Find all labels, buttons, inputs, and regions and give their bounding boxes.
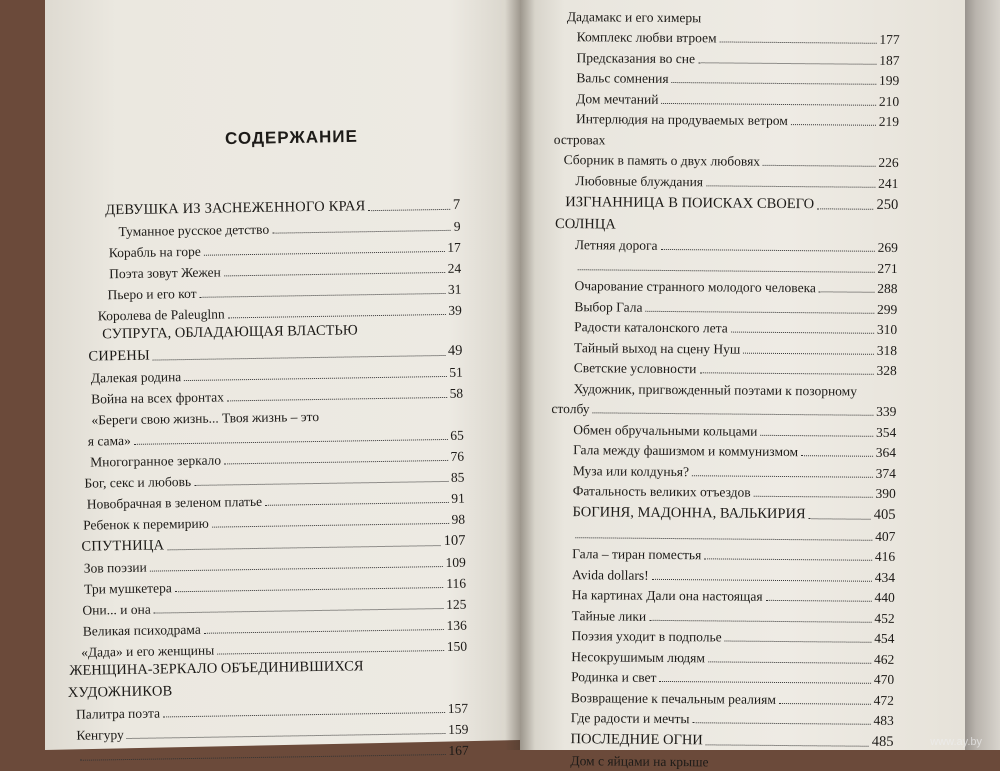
leader-dots	[575, 537, 872, 541]
toc-entry-title: «Береги свою жизнь... Твоя жизнь – это	[91, 408, 320, 428]
leader-dots	[809, 518, 871, 520]
toc-entry-title: Поэта зовут Жежен	[109, 264, 221, 282]
toc-entry-page: 452	[874, 610, 895, 626]
toc-entry-title: Любовные блуждания	[575, 172, 704, 189]
toc-entry	[553, 188, 898, 213]
toc-entry-page: 472	[873, 692, 895, 708]
toc-entry-title: На картинах Дали она настоящая	[571, 587, 763, 604]
toc-entry-title: Бог, секс и любовь	[84, 473, 192, 491]
leader-dots	[184, 376, 446, 381]
toc-entry-title: Предсказания во сне	[576, 49, 696, 66]
toc-entry-title: Где радости и мечты	[570, 710, 690, 727]
toc-entry-page: 24	[447, 260, 462, 276]
leader-dots	[272, 230, 451, 234]
toc-entry-title: Три мушкетера	[84, 580, 172, 597]
toc-entry-title: Многогранное зеркало	[90, 452, 222, 470]
leader-dots	[766, 600, 872, 602]
toc-entry-title: Ребенок к перемирию	[83, 515, 209, 533]
toc-entry-page: 454	[874, 630, 895, 646]
toc-entry-title: Далекая родина	[90, 369, 182, 386]
toc-entry-title: Очарование странного молодого человека	[574, 278, 817, 296]
toc-entry-title: Муза или колдунья?	[572, 462, 690, 479]
leader-dots	[819, 291, 874, 292]
toc-entry	[550, 499, 895, 524]
toc-entry-page: 159	[448, 721, 469, 737]
toc-entry-page: 271	[877, 260, 898, 276]
toc-entry-title: Светские условности	[573, 360, 697, 377]
toc-entry-page: 157	[447, 700, 469, 716]
toc-entry-page: 187	[879, 52, 900, 68]
leader-dots	[672, 82, 876, 85]
leader-dots	[578, 269, 875, 273]
toc-entry-title: Выбор Гала	[574, 298, 643, 315]
toc-entry-page: 328	[876, 362, 897, 378]
leader-dots	[227, 397, 447, 401]
leader-dots	[708, 661, 871, 663]
toc-entry-page: 85	[450, 469, 465, 485]
toc-entry	[549, 726, 894, 751]
book-gutter	[505, 0, 535, 750]
leader-dots	[224, 272, 445, 276]
toc-entry-page: 374	[875, 465, 896, 481]
toc-entry-page: 150	[446, 638, 468, 654]
leader-dots	[791, 124, 876, 126]
toc-entry-page: 39	[448, 302, 462, 318]
toc-entry-title: СУПРУГА, ОБЛАДАЮЩАЯ ВЛАСТЬЮ	[102, 322, 358, 343]
toc-entry-title: я сама»	[87, 432, 131, 449]
toc-entry-page: 462	[873, 651, 895, 667]
toc-left-column	[60, 192, 469, 765]
leader-dots	[200, 293, 445, 298]
toc-entry-title: Дом с яйцами на крыше	[570, 752, 709, 769]
toc-entry-page: 269	[877, 239, 898, 256]
toc-entry-title: Летняя дорога	[574, 237, 658, 253]
toc-entry-page: 136	[446, 617, 467, 633]
leader-dots	[652, 578, 872, 581]
toc-entry-page: 390	[875, 485, 896, 501]
leader-dots	[212, 523, 449, 528]
toc-entry-page: 199	[879, 72, 900, 89]
leader-dots	[743, 352, 873, 354]
toc-entry-page: 299	[877, 301, 898, 317]
leader-dots	[731, 332, 874, 334]
toc-entry-page: 288	[877, 280, 898, 296]
leader-dots	[661, 102, 875, 105]
toc-entry-page: 177	[879, 31, 900, 48]
toc-entry-title: Корабль на горе	[108, 243, 201, 261]
toc-entry-title: Кенгуру	[76, 727, 124, 743]
leader-dots	[779, 702, 871, 704]
toc-entry-title: Туманное русское детство	[118, 221, 270, 240]
toc-entry-page: 17	[447, 239, 461, 255]
watermark: www.ay.by	[930, 736, 982, 748]
leader-dots	[720, 41, 877, 43]
leader-dots	[194, 481, 448, 486]
toc-entry-title: Художник, пригвожденный поэтами к позорному	[573, 380, 858, 399]
leader-dots	[817, 208, 873, 209]
toc-entry-title: СОЛНЦА	[555, 215, 616, 233]
toc-entry-page: 31	[447, 281, 462, 297]
toc-entry-page: 407	[875, 528, 896, 544]
leader-dots	[224, 460, 448, 465]
toc-entry-page: 210	[878, 93, 900, 109]
toc-entry-page: 98	[451, 511, 466, 527]
leader-dots	[754, 496, 873, 498]
leader-dots	[698, 62, 876, 65]
toc-entry-page: 364	[875, 444, 897, 460]
toc-entry-page: 167	[448, 742, 469, 758]
toc-entry-page: 250	[876, 196, 899, 213]
toc-entry-page: 91	[451, 490, 465, 506]
leader-dots	[204, 251, 445, 256]
toc-entry-title: СПУТНИЦА	[81, 537, 165, 555]
toc-entry-page: 434	[874, 569, 896, 585]
page-title: СОДЕРЖАНИЕ	[224, 126, 359, 149]
toc-entry-page: 9	[453, 218, 461, 234]
toc-entry	[548, 748, 893, 771]
toc-entry-title: Зов поэзии	[83, 559, 147, 576]
toc-entry-title: Поэзия уходит в подполье	[571, 628, 722, 645]
toc-entry-title: Гала – тиран поместья	[572, 546, 702, 563]
toc-entry-page: 440	[874, 589, 895, 605]
toc-entry-page: 226	[878, 154, 899, 171]
leader-dots	[659, 681, 870, 684]
leader-dots	[706, 185, 875, 187]
toc-entry-title: Вальс сомнения	[576, 70, 669, 86]
leader-dots	[265, 502, 448, 506]
toc-entry-title: Avida dollars!	[571, 566, 649, 583]
leader-dots	[725, 641, 872, 643]
leader-dots	[217, 650, 444, 655]
toc-entry-page: 405	[873, 506, 896, 523]
toc-entry-title: Дом мечтаний	[576, 90, 659, 107]
toc-entry-page: 49	[447, 342, 463, 359]
leader-dots	[693, 722, 871, 725]
toc-entry-page: 241	[878, 175, 899, 191]
toc-entry-page: 107	[443, 532, 466, 550]
toc-entry-page: 58	[449, 385, 464, 401]
leader-dots	[645, 310, 874, 313]
leader-dots	[692, 475, 873, 478]
toc-entry	[553, 210, 898, 235]
toc-entry-page: 76	[450, 448, 465, 464]
leader-dots	[660, 249, 874, 252]
toc-entry-title: Тайный выход на сцену Нуш	[573, 339, 741, 357]
toc-entry-title: Палитра поэта	[75, 705, 161, 722]
toc-entry-title: ХУДОЖНИКОВ	[67, 683, 173, 701]
toc-entry-page: 485	[871, 733, 894, 750]
toc-entry-title: БОГИНЯ, МАДОННА, ВАЛЬКИРИЯ	[572, 504, 806, 523]
toc-entry-page: 125	[446, 596, 467, 612]
leader-dots	[175, 587, 444, 592]
toc-entry-page: 65	[450, 427, 464, 443]
toc-entry-title: ПОСЛЕДНИЕ ОГНИ	[570, 731, 703, 749]
toc-entry-page: 354	[875, 424, 897, 440]
toc-entry-title: «Дада» и его женщины	[81, 642, 215, 660]
leader-dots	[801, 455, 873, 457]
toc-entry-page: 416	[874, 548, 896, 564]
toc-entry-title: Пьеро и его кот	[107, 285, 197, 303]
leader-dots	[763, 165, 875, 167]
toc-entry-page: 483	[873, 712, 894, 728]
toc-entry-title: Интерлюдия на продуваемых ветром	[575, 111, 788, 129]
leader-dots	[204, 629, 444, 634]
toc-entry-page: 51	[449, 364, 463, 380]
toc-entry-title: СИРЕНЫ	[88, 347, 151, 365]
leader-dots	[706, 744, 869, 746]
leader-dots	[167, 545, 440, 550]
toc-entry-title: Война на всех фронтах	[91, 389, 225, 407]
toc-entry-title: Комплекс любви втроем	[576, 29, 717, 46]
leader-dots	[649, 619, 871, 622]
toc-entry-title: островах	[553, 131, 606, 147]
toc-entry-page: 318	[876, 342, 898, 358]
leader-dots	[228, 314, 446, 318]
leader-dots	[369, 209, 450, 211]
toc-entry-title: ЖЕНЩИНА-ЗЕРКАЛО ОБЪЕДИНИВШИХСЯ	[69, 658, 364, 679]
toc-right-column	[548, 4, 900, 771]
toc-entry-title: Фатальность великих отъездов	[572, 483, 751, 500]
toc-entry-title: Обмен обручальными кольцами	[573, 421, 758, 439]
toc-entry-title: Родинка и свет	[571, 669, 657, 685]
toc-entry-page: 339	[876, 403, 897, 419]
leader-dots	[699, 372, 873, 375]
leader-dots	[593, 412, 874, 415]
toc-entry-title: Сборник в память о двух любовях	[563, 152, 761, 169]
toc-entry-title: ИЗГНАННИЦА В ПОИСКАХ СВОЕГО	[565, 193, 815, 212]
toc-entry-page: 219	[878, 113, 900, 130]
toc-entry-page: 7	[452, 196, 461, 213]
leader-dots	[760, 434, 873, 436]
toc-entry-title: Королева de Paleuglnn	[97, 306, 225, 324]
toc-entry-title: Радости каталонского лета	[574, 319, 728, 336]
background-right	[960, 0, 1000, 750]
toc-entry-page: 310	[876, 321, 898, 337]
toc-entry-title: столбу	[551, 400, 590, 417]
toc-entry-title: ДЕВУШКА ИЗ ЗАСНЕЖЕННОГО КРАЯ	[105, 198, 366, 219]
toc-entry-title: Возвращение к печальным реалиям	[570, 689, 776, 707]
toc-entry-title: Тайные лики	[571, 607, 647, 624]
toc-entry-title: Новобрачная в зеленом платье	[86, 493, 263, 512]
leader-dots	[163, 712, 445, 717]
leader-dots	[704, 558, 872, 560]
toc-entry-page: 109	[445, 554, 466, 570]
toc-entry-page: 116	[446, 575, 467, 591]
leader-dots	[80, 754, 446, 761]
toc-entry-page: 470	[873, 671, 895, 687]
toc-entry-title: Гала между фашизмом и коммунизмом	[573, 442, 799, 460]
toc-entry-title: Великая психодрама	[82, 621, 201, 639]
toc-entry-title: Дадамакс и его химеры	[566, 8, 702, 25]
toc-entry-title: Они... и она	[82, 601, 151, 618]
toc-entry-title: Несокрушимым людям	[571, 648, 705, 665]
